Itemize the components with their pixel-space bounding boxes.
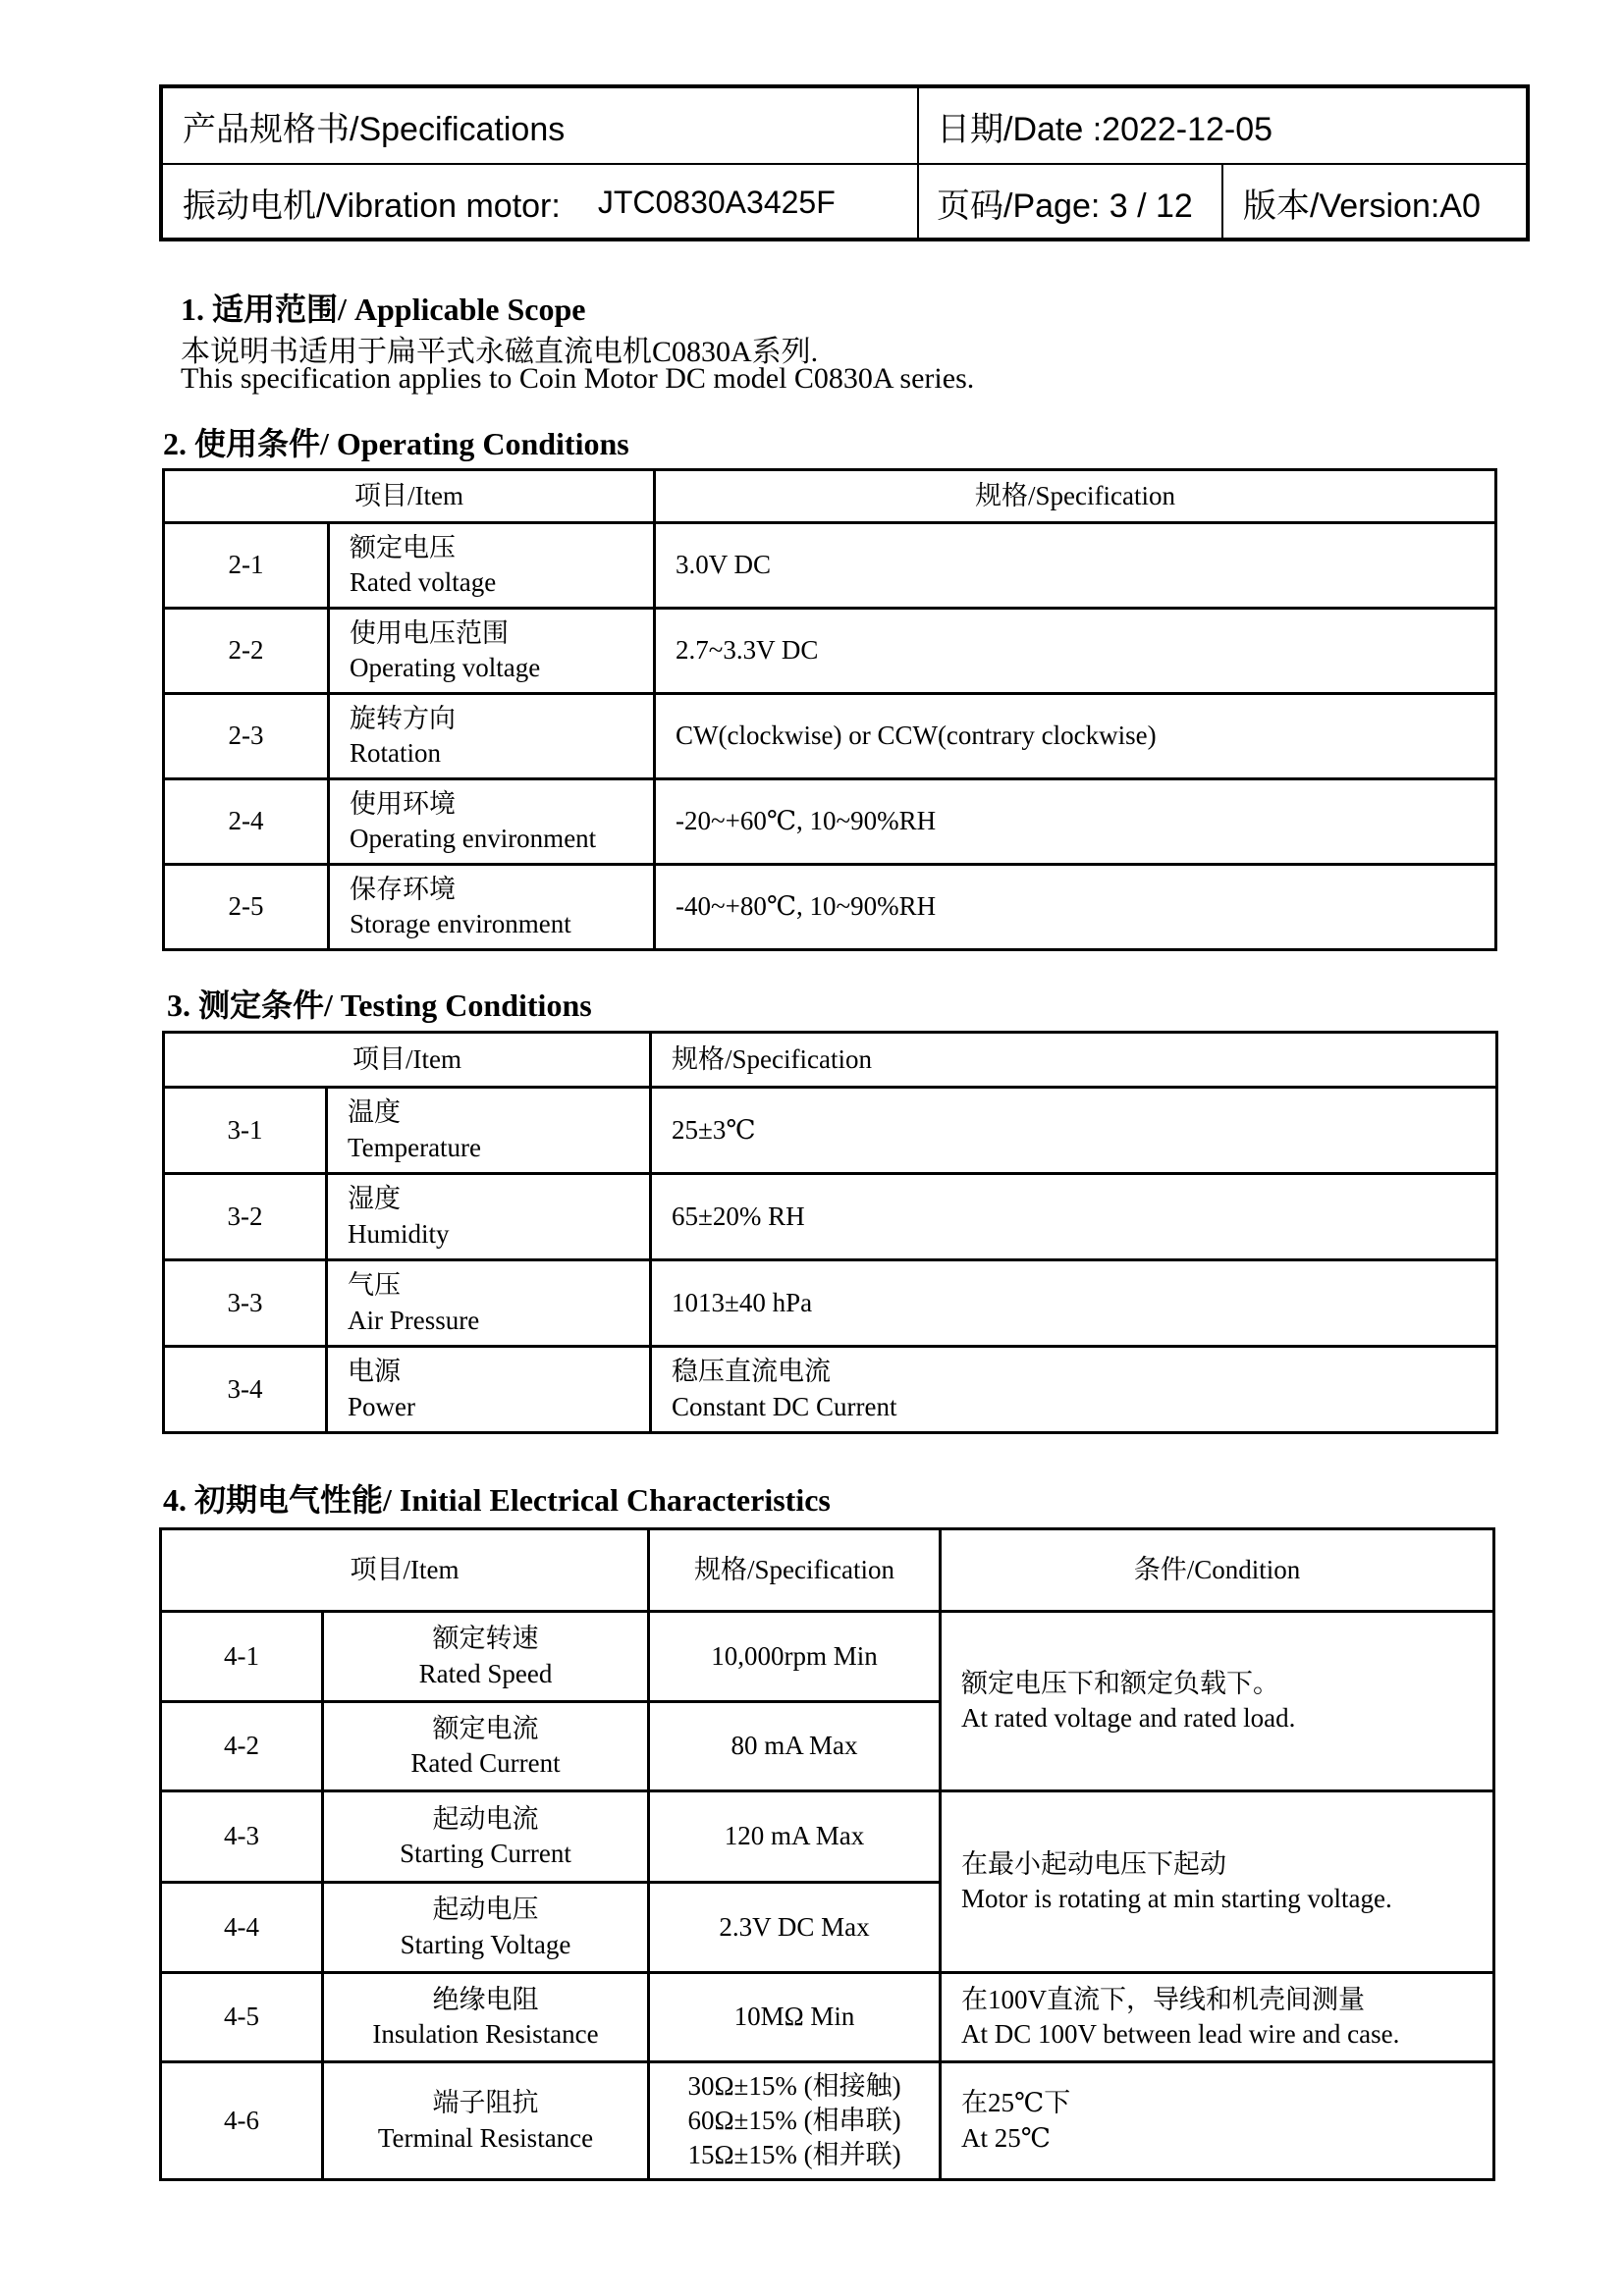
row-number: 2-4	[164, 779, 329, 865]
condition-cell: 在100V直流下，导线和机壳间测量 At DC 100V between lead wire and case.	[941, 1973, 1494, 2062]
item-name: 绝缘电阻 Insulation Resistance	[323, 1973, 649, 2062]
col-spec-header: 规格/Specification	[655, 470, 1496, 523]
table-row	[164, 1260, 1497, 1347]
spec-value: -20~+60℃, 10~90%RH	[655, 779, 1496, 865]
table-header-row	[164, 1033, 1497, 1088]
item-name: 电源 Power	[327, 1347, 651, 1433]
item-name: 气压 Air Pressure	[327, 1260, 651, 1347]
section1-title: 1. 适用范围/ Applicable Scope	[181, 292, 586, 327]
item-name: 起动电流 Starting Current	[323, 1791, 649, 1883]
scope-line-cn: 本说明书适用于扁平式永磁直流电机C0830A系列.	[181, 336, 819, 368]
doc-version: 版本/Version:A0	[1243, 187, 1481, 225]
row-number: 3-2	[164, 1174, 327, 1260]
item-name: 使用环境 Operating environment	[329, 779, 655, 865]
table-row	[161, 1791, 1494, 1883]
section2-title: 2. 使用条件/ Operating Conditions	[163, 426, 629, 461]
operating-conditions-table	[162, 468, 1497, 951]
row-number: 4-1	[161, 1612, 323, 1702]
item-name: 端子阻抗 Terminal Resistance	[323, 2062, 649, 2180]
row-number: 4-6	[161, 2062, 323, 2180]
item-name: 额定电流 Rated Current	[323, 1702, 649, 1791]
spec-value: 稳压直流电流 Constant DC Current	[651, 1347, 1497, 1433]
spec-value: 65±20% RH	[651, 1174, 1497, 1260]
item-name: 湿度 Humidity	[327, 1174, 651, 1260]
doc-title: 产品规格书/Specifications	[183, 110, 566, 148]
table-row	[164, 779, 1496, 865]
item-name: 起动电压 Starting Voltage	[323, 1883, 649, 1973]
table-row	[164, 1347, 1497, 1433]
condition-cell: 在25℃下 At 25℃	[941, 2062, 1494, 2180]
table-header-row	[161, 1529, 1494, 1612]
page-number: 页码/Page: 3 / 12	[937, 187, 1193, 225]
table-row	[164, 694, 1496, 779]
spec-value: CW(clockwise) or CCW(contrary clockwise)	[655, 694, 1496, 779]
spec-value: 10,000rpm Min	[649, 1612, 941, 1702]
item-name: 保存环境 Storage environment	[329, 865, 655, 950]
spec-value: 30Ω±15% (相接触) 60Ω±15% (相串联) 15Ω±15% (相并联)	[649, 2062, 941, 2180]
spec-value: 10MΩ Min	[649, 1973, 941, 2062]
col-item-header: 项目/Item	[164, 1033, 651, 1088]
col-spec-header: 规格/Specification	[649, 1529, 941, 1612]
row-number: 2-5	[164, 865, 329, 950]
doc-date: 日期/Date :2022-12-05	[937, 110, 1273, 148]
spec-header	[159, 84, 1530, 241]
item-name: 旋转方向 Rotation	[329, 694, 655, 779]
table-row	[164, 523, 1496, 609]
col-condition-header: 条件/Condition	[941, 1529, 1494, 1612]
condition-cell: 在最小起动电压下起动 Motor is rotating at min starting voltage.	[941, 1791, 1494, 1973]
item-name: 额定电压 Rated voltage	[329, 523, 655, 609]
spec-value: 120 mA Max	[649, 1791, 941, 1883]
row-number: 4-5	[161, 1973, 323, 2062]
spec-value: 80 mA Max	[649, 1702, 941, 1791]
product-label: 振动电机/Vibration motor:	[183, 187, 561, 225]
section3-title: 3. 测定条件/ Testing Conditions	[167, 988, 592, 1023]
product-line	[163, 165, 917, 240]
row-number: 2-2	[164, 609, 329, 694]
section4-title: 4. 初期电气性能/ Initial Electrical Characteristics	[163, 1482, 831, 1518]
col-item-header: 项目/Item	[161, 1529, 649, 1612]
row-number: 2-3	[164, 694, 329, 779]
table-row	[164, 1088, 1497, 1174]
spec-value: 2.7~3.3V DC	[655, 609, 1496, 694]
table-header-row	[164, 470, 1496, 523]
spec-value: -40~+80℃, 10~90%RH	[655, 865, 1496, 950]
row-number: 4-4	[161, 1883, 323, 1973]
table-row	[161, 1973, 1494, 2062]
spec-value: 1013±40 hPa	[651, 1260, 1497, 1347]
spec-value: 2.3V DC Max	[649, 1883, 941, 1973]
testing-conditions-table	[162, 1031, 1498, 1434]
row-number: 3-3	[164, 1260, 327, 1347]
row-number: 3-4	[164, 1347, 327, 1433]
electrical-characteristics-table	[159, 1527, 1495, 2181]
table-row	[164, 865, 1496, 950]
row-number: 4-2	[161, 1702, 323, 1791]
item-name: 使用电压范围 Operating voltage	[329, 609, 655, 694]
col-item-header: 项目/Item	[164, 470, 655, 523]
spec-value: 25±3℃	[651, 1088, 1497, 1174]
table-row	[164, 1174, 1497, 1260]
row-number: 4-3	[161, 1791, 323, 1883]
condition-cell: 额定电压下和额定负载下。 At rated voltage and rated load.	[941, 1612, 1494, 1791]
spec-value: 3.0V DC	[655, 523, 1496, 609]
item-name: 温度 Temperature	[327, 1088, 651, 1174]
row-number: 2-1	[164, 523, 329, 609]
model-number: JTC0830A3425F	[597, 184, 836, 220]
col-spec-header: 规格/Specification	[651, 1033, 1497, 1088]
table-row	[164, 609, 1496, 694]
table-row	[161, 1612, 1494, 1702]
row-number: 3-1	[164, 1088, 327, 1174]
table-row	[161, 2062, 1494, 2180]
item-name: 额定转速 Rated Speed	[323, 1612, 649, 1702]
scope-line-en: This specification applies to Coin Motor DC model C0830A series.	[181, 362, 975, 395]
